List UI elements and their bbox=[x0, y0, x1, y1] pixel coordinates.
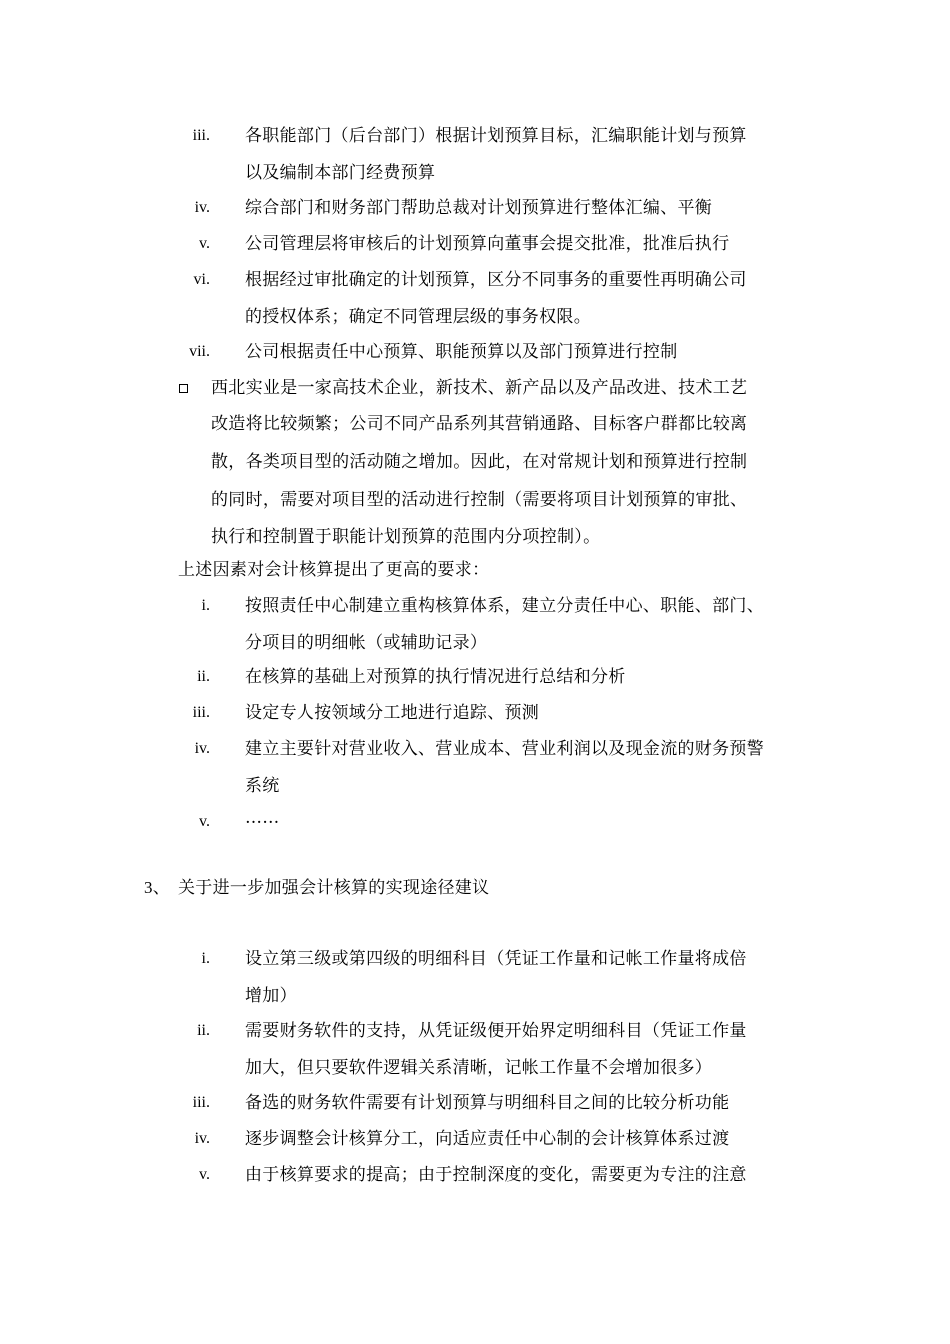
list-item-text: 以及编制本部门经费预算 bbox=[245, 163, 436, 183]
list-item-number: vii. bbox=[189, 343, 210, 360]
list-item-number: v. bbox=[199, 1166, 210, 1183]
list-item-number: iv. bbox=[194, 1130, 210, 1147]
list-item-text: 公司根据责任中心预算、职能预算以及部门预算进行控制 bbox=[245, 342, 678, 362]
list-item-number: iii. bbox=[192, 1094, 210, 1111]
list-item-text: 增加） bbox=[245, 986, 297, 1006]
list-item-text: 各职能部门（后台部门）根据计划预算目标，汇编职能计划与预算 bbox=[245, 126, 747, 146]
list-item-text: 的授权体系；确定不同管理层级的事务权限。 bbox=[245, 307, 591, 327]
list-item-number: v. bbox=[199, 235, 210, 252]
list-item-text: 分项目的明细帐（或辅助记录） bbox=[245, 633, 488, 653]
list-item-number: vi. bbox=[193, 271, 210, 288]
list-item-text: 系统 bbox=[245, 776, 280, 796]
list-item-number: iii. bbox=[192, 127, 210, 144]
paragraph-line: 改造将比较频繁；公司不同产品系列其营销通路、目标客户群都比较离 bbox=[211, 414, 748, 434]
list-item-text: 逐步调整会计核算分工，向适应责任中心制的会计核算体系过渡 bbox=[245, 1129, 730, 1149]
list-item-text: 综合部门和财务部门帮助总裁对计划预算进行整体汇编、平衡 bbox=[245, 198, 713, 218]
list-item-number: i. bbox=[201, 597, 210, 614]
list-item-number: iii. bbox=[192, 704, 210, 721]
paragraph-line: 西北实业是一家高技术企业，新技术、新产品以及产品改进、技术工艺 bbox=[211, 378, 748, 398]
list-item-text: 按照责任中心制建立重构核算体系，建立分责任中心、职能、部门、 bbox=[245, 596, 764, 616]
square-bullet-icon bbox=[179, 384, 188, 393]
list-item-text: 备选的财务软件需要有计划预算与明细科目之间的比较分析功能 bbox=[245, 1093, 730, 1113]
list-item-text: 在核算的基础上对预算的执行情况进行总结和分析 bbox=[245, 667, 626, 687]
list-item-text: 需要财务软件的支持，从凭证级便开始界定明细科目（凭证工作量 bbox=[245, 1021, 747, 1041]
section-number: 3、 bbox=[144, 878, 171, 897]
requirements-intro: 上述因素对会计核算提出了更高的要求： bbox=[178, 560, 490, 580]
list-item-number: ii. bbox=[197, 1022, 210, 1039]
list-item-text: 根据经过审批确定的计划预算，区分不同事务的重要性再明确公司 bbox=[245, 270, 747, 290]
paragraph-line: 执行和控制置于职能计划预算的范围内分项控制）。 bbox=[211, 527, 601, 547]
list-item-number: ii. bbox=[197, 668, 210, 685]
paragraph-line: 散，各类项目型的活动随之增加。因此，在对常规计划和预算进行控制 bbox=[211, 452, 748, 472]
list-item-number: iv. bbox=[194, 199, 210, 216]
list-item-text: 设立第三级或第四级的明细科目（凭证工作量和记帐工作量将成倍 bbox=[245, 949, 747, 969]
list-item-number: iv. bbox=[194, 740, 210, 757]
section-title: 关于进一步加强会计核算的实现途径建议 bbox=[178, 878, 490, 898]
list-item-text: 设定专人按领域分工地进行追踪、预测 bbox=[245, 703, 540, 723]
list-item-number: i. bbox=[201, 950, 210, 967]
list-item-text: 由于核算要求的提高；由于控制深度的变化，需要更为专注的注意 bbox=[245, 1165, 747, 1185]
list-item-text: 公司管理层将审核后的计划预算向董事会提交批准，批准后执行 bbox=[245, 234, 730, 254]
list-item-number: v. bbox=[199, 813, 210, 830]
paragraph-line: 的同时，需要对项目型的活动进行控制（需要将项目计划预算的审批、 bbox=[211, 490, 748, 510]
list-item-text: 建立主要针对营业收入、营业成本、营业利润以及现金流的财务预警 bbox=[245, 739, 764, 759]
list-item-text: 加大，但只要软件逻辑关系清晰，记帐工作量不会增加很多） bbox=[245, 1058, 713, 1078]
list-item-text: …… bbox=[245, 808, 280, 828]
